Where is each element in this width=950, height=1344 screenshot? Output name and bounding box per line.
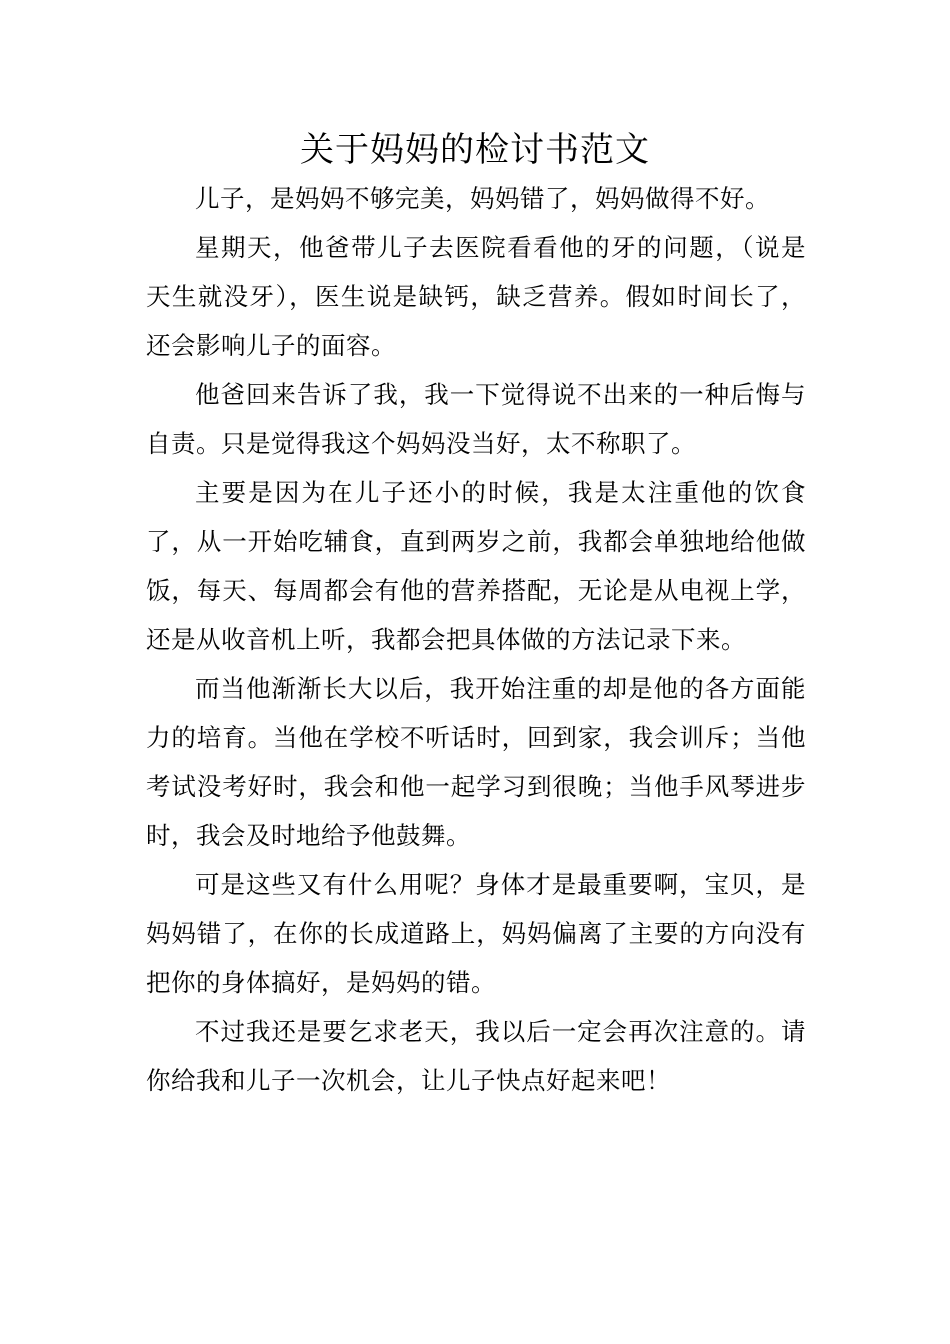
- paragraph: 他爸回来告诉了我，我一下觉得说不出来的一种后悔与自责。只是觉得我这个妈妈没当好，太不称职了。: [146, 380, 806, 458]
- paragraph: 星期天，他爸带儿子去医院看看他的牙的问题，（说是天生就没牙），医生说是缺钙，缺乏营养。假如时间长了，还会影响儿子的面容。: [146, 233, 806, 360]
- document-title: 关于妈妈的检讨书范文: [300, 130, 650, 170]
- paragraph: 而当他渐渐长大以后，我开始注重的却是他的各方面能力的培育。当他在学校不听话时，回到家，我会训斥；当他考试没考好时，我会和他一起学习到很晚；当他手风琴进步时，我会及时地给予他鼓舞。: [146, 674, 806, 850]
- paragraph: 主要是因为在儿子还小的时候，我是太注重他的饮食了，从一开始吃辅食，直到两岁之前，我都会单独地给他做饭，每天、每周都会有他的营养搭配，无论是从电视上学，还是从收音机上听，我都会把具体做的方法记录下来。: [146, 478, 806, 654]
- document-body: [146, 174, 806, 1105]
- paragraph: 可是这些又有什么用呢？身体才是最重要啊，宝贝，是妈妈错了，在你的长成道路上，妈妈偏离了主要的方向没有把你的身体搞好，是妈妈的错。: [146, 870, 806, 997]
- paragraph: 不过我还是要乞求老天，我以后一定会再次注意的。请你给我和儿子一次机会，让儿子快点好起来吧！: [146, 1017, 806, 1095]
- paragraph: 儿子，是妈妈不够完美，妈妈错了，妈妈做得不好。: [195, 184, 770, 213]
